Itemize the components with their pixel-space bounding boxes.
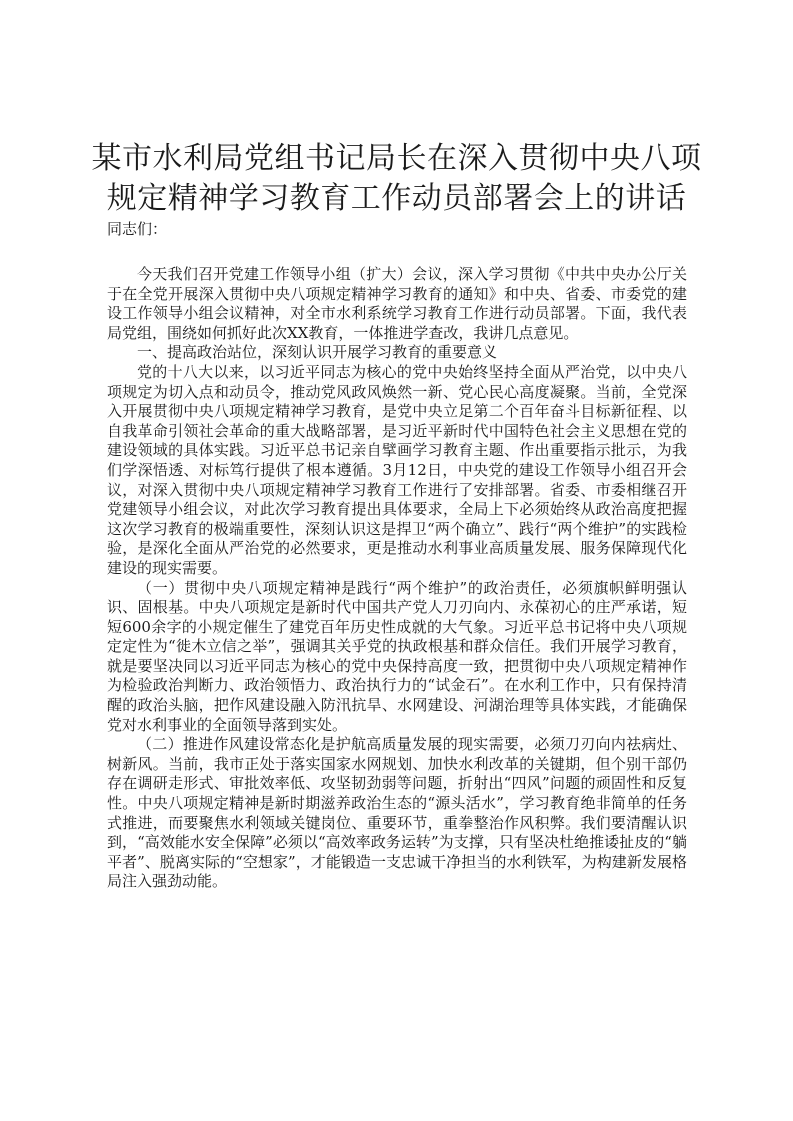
- paragraph-intro: 今天我们召开党建工作领导小组（扩大）会议，深入学习贯彻《中共中央办公厅关于在全党开展深入贯彻中央八项规定精神学习教育的通知》和中央、省委、市委党的建设工作领导小组会议精神，对全市水利系统学习教育工作进行动员部署。下面，我代表局党组，围绕如何抓好此次XX教育，一体推进学查改，我讲几点意见。: [107, 265, 687, 342]
- document-body: [107, 265, 687, 892]
- paragraph-2: （一）贯彻中央八项规定精神是践行“两个维护”的政治责任，必须旗帜鲜明强认识、固根基。中央八项规定是新时代中国共产党人刀刃向内、永葆初心的庄严承诺，短短600余字的小规定催生了建党百年历史性成就的大气象。习近平总书记将中央八项规定定性为“徙木立信之举”，强调其关乎党的执政根基和群众信任。我们开展学习教育，就是要坚决同以习近平同志为核心的党中央保持高度一致，把贯彻中央八项规定精神作为检验政治判断力、政治领悟力、政治执行力的“试金石”。在水利工作中，只有保持清醒的政治头脑，把作风建设融入防汛抗旱、水网建设、河湖治理等具体实践，才能确保党对水利事业的全面领导落到实处。: [107, 578, 687, 734]
- paragraph-1: 党的十八大以来，以习近平同志为核心的党中央始终坚持全面从严治党，以中央八项规定为切入点和动员令，推动党风政风焕然一新、党心民心高度凝聚。当前，全党深入开展贯彻中央八项规定精神学习教育，是党中央立足第二个百年奋斗目标新征程、以自我革命引领社会革命的重大战略部署，是习近平新时代中国特色社会主义思想在党的建设领域的具体实践。习近平总书记亲自擘画学习教育主题、作出重要指示批示，为我们学深悟透、对标笃行提供了根本遵循。3月12日，中央党的建设工作领导小组召开会议，对深入贯彻中央八项规定精神学习教育工作进行了安排部署。省委、市委相继召开党建领导小组会议，对此次学习教育提出具体要求，全局上下必须始终从政治高度把握这次学习教育的极端重要性，深刻认识这是捍卫“两个确立”、践行“两个维护”的实践检验，是深化全面从严治党的必然要求，更是推动水利事业高质量发展、服务保障现代化建设的现实需要。: [107, 362, 687, 577]
- document-title: 某市水利局党组书记局长在深入贯彻中央八项规定精神学习教育工作动员部署会上的讲话: [91, 141, 702, 216]
- greeting: 同志们：: [107, 220, 168, 238]
- section-heading-1: 一、提高政治站位，深刻认识开展学习教育的重要意义: [137, 343, 498, 362]
- paragraph-3: （二）推进作风建设常态化是护航高质量发展的现实需要，必须刀刃向内祛病灶、树新风。当前，我市正处于落实国家水网规划、加快水利改革的关键期，但个别干部仍存在调研走形式、审批效率低、攻坚韧劲弱等问题，折射出“四风”问题的顽固性和反复性。中央八项规定精神是新时期滋养政治生态的“源头活水”，学习教育绝非简单的任务式推进，而要聚焦水利领域关键岗位、重要环节，重拳整治作风积弊。我们要清醒认识到，“高效能水安全保障”必须以“高效率政务运转”为支撑，只有坚决杜绝推诿扯皮的“躺平者”、脱离实际的“空想家”，才能锻造一支忠诚干净担当的水利铁军，为构建新发展格局注入强劲动能。: [107, 735, 687, 891]
